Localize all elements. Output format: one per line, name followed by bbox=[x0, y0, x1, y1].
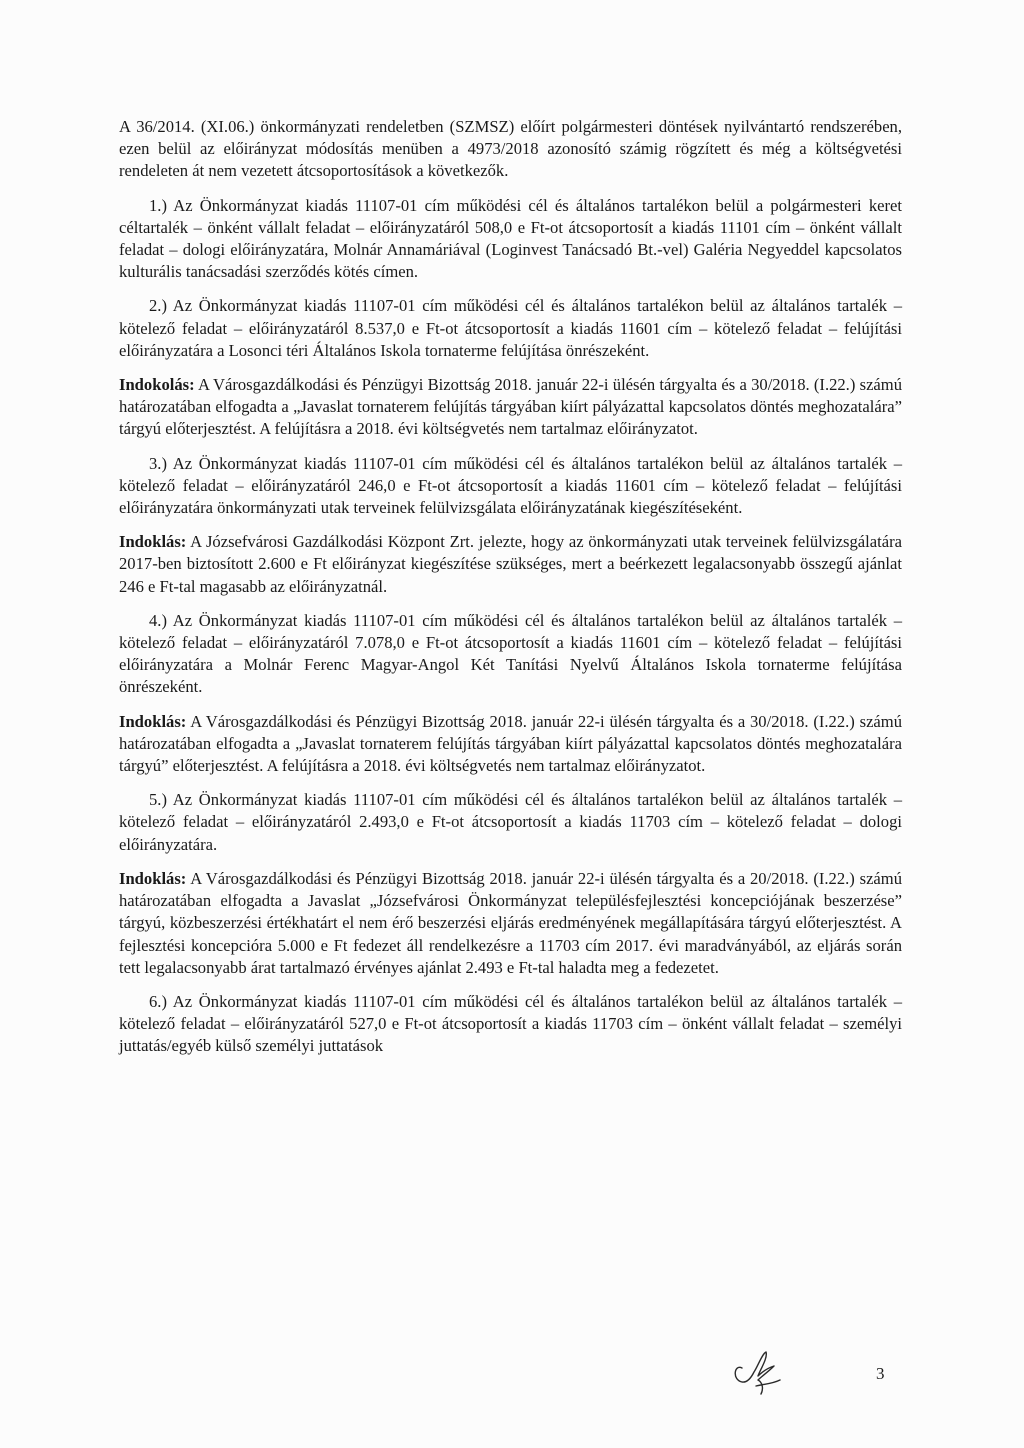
item-2-justification: Indokolás: A Városgazdálkodási és Pénzügyi Bizottság 2018. január 22-i ülésén tárgyalta és a 30/2018. (I.22.) számú határozatában elfogadta a „Javaslat tornaterem felújítás tárgyában kiírt pályázattal kapcsolatos döntés meghozatalára” tárgyú előterjesztést. A felújításra a 2018. évi költségvetés nem tartalmaz előirányzatot. bbox=[119, 375, 902, 439]
item-5-justification: Indoklás: A Városgazdálkodási és Pénzügyi Bizottság 2018. január 22-i ülésén tárgyalta és a 20/2018. (I.22.) számú határozatában elfogadta a Javaslat „Józsefvárosi Önkormányzat településfejlesztési koncepciójának beszerzése” tárgyú, közbeszerzési értékhatárt el nem érő beszerzési eljárás eredményének megállapítására tárgyú előterjesztést. A fejlesztési koncepcióra 5.000 e Ft fedezet áll rendelkezésre a 11703 cím 2017. évi maradványából, az eljárás során tett legalacsonyabb árat tartalmazó érvényes ajánlat 2.493 e Ft-tal haladta meg a fedezetet. bbox=[119, 868, 902, 977]
item-1-paragraph: 1.) Az Önkormányzat kiadás 11107-01 cím működési cél és általános tartalékon belül a polgármesteri keret céltartalék – önként vállalt feladat – előirányzatáról 508,0 e Ft-ot átcsoportosít a kiadás 11101 cím – önként vállalt feladat – dologi előirányzatára, Molnár Annamáriával (Loginvest Tanácsadó Bt.-vel) Galéria Negyeddel kapcsolatos kulturális tanácsadási szerződés kötés címen. bbox=[119, 195, 902, 282]
signature-initials bbox=[728, 1346, 788, 1396]
item-6-paragraph: 6.) Az Önkormányzat kiadás 11107-01 cím működési cél és általános tartalékon belül az általános tartalék – kötelező feladat – előirányzatáról 527,0 e Ft-ot átcsoportosít a kiadás 11703 cím – önként vállalt feladat – személyi juttatás/egyéb külső személyi juttatások bbox=[119, 991, 902, 1056]
item-4-justification: Indoklás: A Városgazdálkodási és Pénzügyi Bizottság 2018. január 22-i ülésén tárgyalta és a 30/2018. (I.22.) számú határozatában elfogadta a „Javaslat tornaterem felújítás tárgyában kiírt pályázattal kapcsolatos döntés meghozatalára tárgyú” előterjesztést. A felújításra a 2018. évi költségvetés nem tartalmaz előirányzatot. bbox=[119, 711, 902, 776]
item-4-paragraph: 4.) Az Önkormányzat kiadás 11107-01 cím működési cél és általános tartalékon belül az általános tartalék – kötelező feladat – előirányzatáról 7.078,0 e Ft-ot átcsoportosít a kiadás 11601 cím – kötelező feladat – felújítási előirányzatára a Molnár Ferenc Magyar-Angol Két Tanítási Nyelvű Általános Iskola tornaterme felújítása önrészeként. bbox=[119, 610, 902, 697]
page-number: 3 bbox=[876, 1364, 885, 1383]
justification-label: Indoklás: bbox=[119, 868, 187, 888]
justification-label: Indokolás: bbox=[119, 375, 195, 395]
intro-paragraph: A 36/2014. (XI.06.) önkormányzati rendeletben (SZMSZ) előírt polgármesteri döntések nyilvántartó rendszerében, ezen belül az előirányzat módosítás menüben a 4973/2018 azonosító számig rögzített és még a költségvetési rendeleten át nem vezetett átcsoportosítások a következők. bbox=[119, 117, 902, 181]
justification-label: Indoklás: bbox=[119, 532, 187, 552]
item-2-paragraph: 2.) Az Önkormányzat kiadás 11107-01 cím működési cél és általános tartalékon belül az általános tartalék – kötelező feladat – előirányzatáról 8.537,0 e Ft-ot átcsoportosít a kiadás 11601 cím – kötelező feladat – felújítási előirányzatára a Losonci téri Általános Iskola tornaterme felújítása önrészeként. bbox=[119, 296, 902, 360]
justification-label: Indoklás: bbox=[119, 711, 187, 731]
item-3-paragraph: 3.) Az Önkormányzat kiadás 11107-01 cím működési cél és általános tartalékon belül az általános tartalék – kötelező feladat – előirányzatáról 246,0 e Ft-ot átcsoportosít a kiadás 11601 cím – kötelező feladat – felújítási előirányzatára önkormányzati utak terveinek felülvizsgálata előirányzatának kiegészítéseként. bbox=[119, 453, 902, 518]
document-body bbox=[119, 116, 902, 1070]
item-5-paragraph: 5.) Az Önkormányzat kiadás 11107-01 cím működési cél és általános tartalékon belül az általános tartalék – kötelező feladat – előirányzatáról 2.493,0 e Ft-ot átcsoportosít a kiadás 11703 cím – kötelező feladat – dologi előirányzatára. bbox=[119, 790, 902, 854]
item-3-justification: Indoklás: A Józsefvárosi Gazdálkodási Központ Zrt. jelezte, hogy az önkormányzati utak terveinek felülvizsgálatára 2017-ben biztosított 2.600 e Ft előirányzat kiegészítése szükséges, mert a beérkezett legalacsonyabb összegű ajánlat 246 e Ft-tal magasabb az előirányzatnál. bbox=[119, 532, 902, 596]
